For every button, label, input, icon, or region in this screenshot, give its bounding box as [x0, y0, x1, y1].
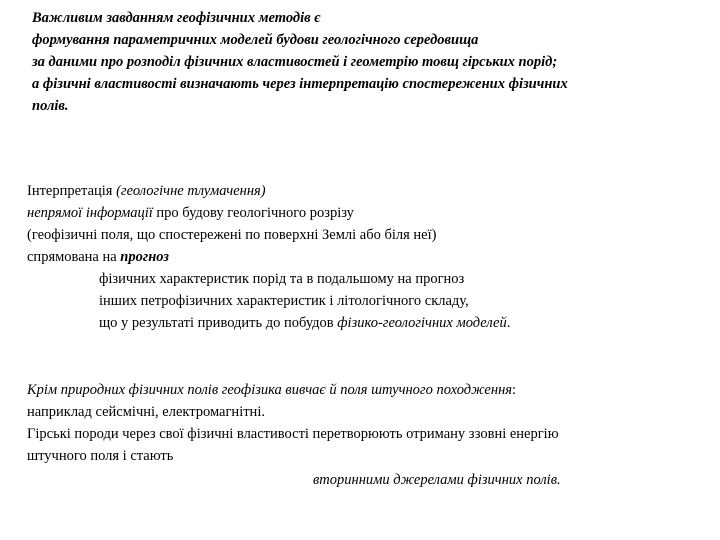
- artificial-line-1: [27, 380, 516, 400]
- forecast-term: прогноз: [120, 249, 169, 265]
- intro-line-4: а фізичні властивості визначають через інтерпретацію спостережених фізичних: [32, 76, 568, 92]
- intro-line-3: за даними про розподіл фізичних властивостей і геометрію товщ гірських порід;: [32, 54, 558, 70]
- interpretation-line-1: [27, 181, 266, 201]
- indirect-information: непрямої інформації: [27, 205, 153, 221]
- colon: :: [512, 382, 517, 398]
- interpretation-line-2: [27, 203, 354, 223]
- intro-line-1: Важливим завданням геофізичних методів є: [32, 10, 321, 26]
- interpretation-line-5: фізичних характеристик порід та в подальшому на прогноз: [99, 271, 465, 287]
- interpretation-line-4: [27, 247, 169, 267]
- period: .: [506, 315, 511, 331]
- physical-geological-models: фізико-геологічних моделей: [337, 315, 507, 331]
- directed-at-text: спрямована на: [27, 249, 121, 265]
- artificial-fields-statement: Крім природних фізичних полів геофізика вивчає й поля штучного походження: [27, 382, 512, 398]
- artificial-line-3: Гірські породи через свої фізичні властивості перетворюють отриману ззовні енергію: [27, 426, 559, 442]
- artificial-line-4: штучного поля і стають: [27, 448, 174, 464]
- interpretation-gloss: (геологічне тлумачення): [116, 183, 266, 199]
- interpretation-line-3: (геофізичні поля, що спостережені по поверхні Землі або біля неї): [27, 227, 437, 243]
- interpretation-line-6: інших петрофізичних характеристик і літологічного складу,: [99, 293, 469, 309]
- artificial-line-2: наприклад сейсмічні, електромагнітні.: [27, 404, 265, 420]
- intro-line-2: формування параметричних моделей будови геологічного середовища: [32, 32, 479, 48]
- interpretation-line-2-rest: про будову геологічного розрізу: [152, 205, 354, 221]
- interpretation-line-7: [99, 313, 510, 333]
- interpretation-term: Інтерпретація: [27, 183, 117, 199]
- secondary-sources: вторинними джерелами фізичних полів.: [313, 472, 561, 488]
- intro-line-5: полів.: [32, 98, 69, 114]
- result-text: що у результаті приводить до побудов: [99, 315, 338, 331]
